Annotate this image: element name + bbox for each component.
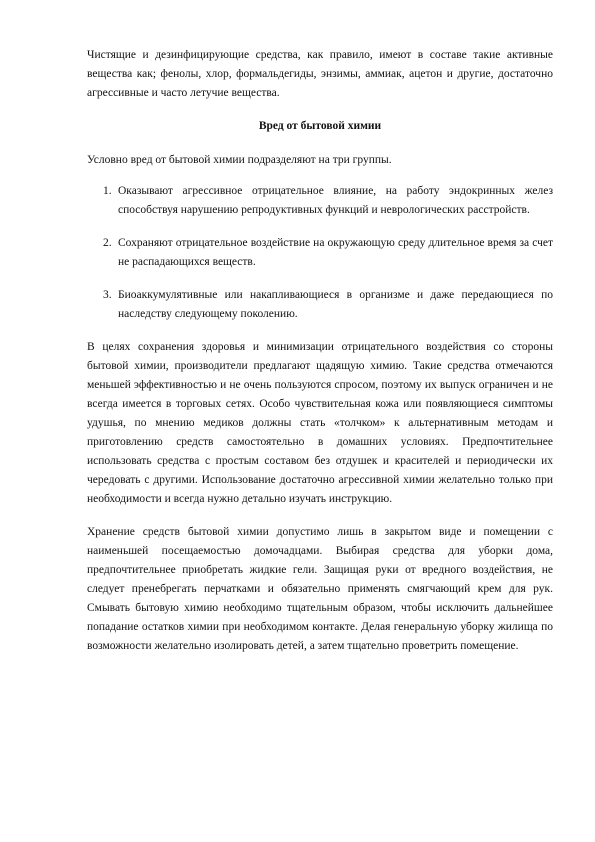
section-heading: Вред от бытовой химии <box>258 120 382 132</box>
document-page <box>87 46 553 670</box>
harm-groups-list <box>87 182 553 324</box>
list-item-text: Биоаккумулятивные или накапливающиеся в организме и даже передающиеся по наследству следующему поколению. <box>118 289 553 320</box>
list-item-text: Сохраняют отрицательное воздействие на окружающую среду длительное время за счет не распадающихся веществ. <box>118 237 553 268</box>
list-item-number: 1. <box>103 185 112 197</box>
body-paragraph-1: В целях сохранения здоровья и минимизации отрицательного воздействия со стороны бытовой химии, производители предлагают щадящую химию. Такие средства отмечаются меньшей эффективностью и не очень пользуются спросом, поэтому их выпуск ограничен и не всегда имеется в торговых сетях. Особо чувствительная кожа или появляющиеся симптомы удушья, по мнению медиков должны стать «толчком» к альтернативным методам и приготовлению средств самостоятельно в домашних условиях. Предпочтительнее использовать средства с простым составом без отдушек и красителей и периодически их чередовать с другими. Использование достаточно агрессивной химии желательно только при необходимости и всегда нужно детально изучать инструкцию. <box>87 341 553 505</box>
list-item <box>87 286 553 324</box>
list-item-text: Оказывают агрессивное отрицательное влияние, на работу эндокринных желез способствуя нарушению репродуктивных функций и неврологических расстройств. <box>118 185 553 216</box>
intro-paragraph: Чистящие и дезинфицирующие средства, как правило, имеют в составе такие активные вещества как; фенолы, хлор, формальдегиды, энзимы, аммиак, ацетон и другие, достаточно агрессивные и часто летучие вещества. <box>87 49 553 99</box>
list-item <box>87 234 553 272</box>
body-paragraph-2: Хранение средств бытовой химии допустимо лишь в закрытом виде и помещении с наименьшей посещаемостью домочадцами. Выбирая средства для уборки дома, предпочтительнее приобретать жидкие гели. Защищая руки от вредного воздействия, не следует пренебрегать перчатками и обязательно применять смягчающий крем для рук. Смывать бытовую химию необходимо тщательным образом, чтобы исключить дальнейшее попадание остатков химии при необходимом контакте. Делая генеральную уборку жилища по возможности желательно изолировать детей, а затем тщательно проветрить помещение. <box>87 526 553 652</box>
lead-paragraph: Условно вред от бытовой химии подразделяют на три группы. <box>87 154 392 166</box>
list-item-number: 3. <box>103 289 112 301</box>
list-item-number: 2. <box>103 237 112 249</box>
list-item <box>87 182 553 220</box>
